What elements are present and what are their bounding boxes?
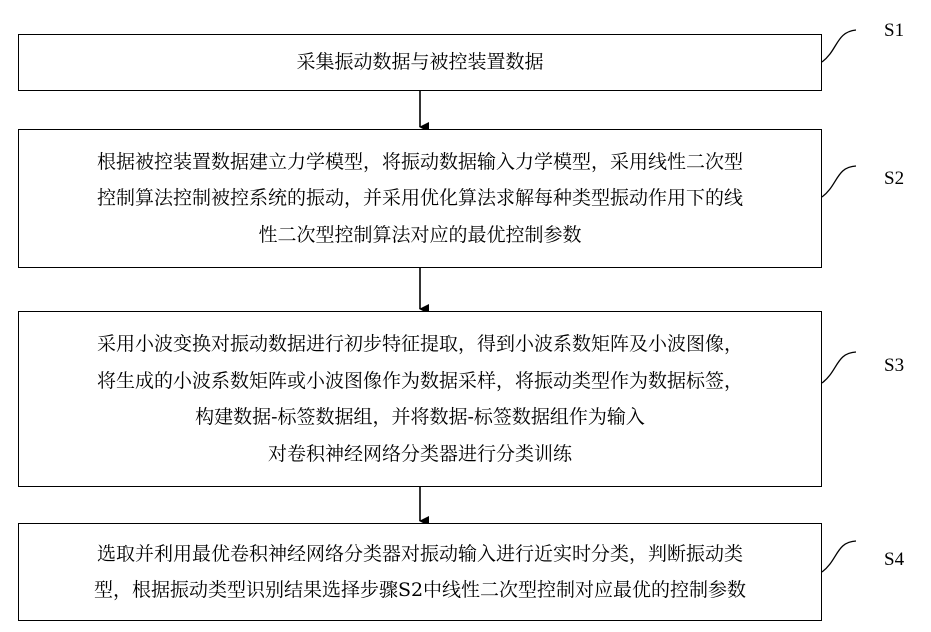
- step-s2-text-line: 根据被控装置数据建立力学模型，将振动数据输入力学模型，采用线性二次型: [96, 150, 743, 173]
- step-box-s2: [18, 129, 822, 268]
- step-label-s4: S4: [884, 549, 905, 570]
- step-box-s4: [18, 523, 822, 621]
- step-s3-text-line: 采用小波变换对振动数据进行初步特征提取，得到小波系数矩阵及小波图像，: [96, 333, 743, 355]
- step-s3-text-line: 将生成的小波系数矩阵或小波图像作为数据采样，将振动类型作为数据标签，: [96, 369, 743, 392]
- step-label-s2: S2: [884, 168, 905, 189]
- step-s2-text-line: 性二次型控制算法对应的最优控制参数: [258, 223, 582, 246]
- step-box-s1: [18, 34, 822, 91]
- step-s4-text-line: 选取并利用最优卷积神经网络分类器对振动输入进行近实时分类，判断振动类: [96, 542, 743, 565]
- step-s2-text-line: 控制算法控制被控系统的振动，并采用优化算法求解每种类型振动作用下的线: [96, 187, 743, 210]
- step-s1-text-line: 采集振动数据与被控装置数据: [296, 51, 544, 74]
- step-s3-text-line: 构建数据-标签数据组，并将数据-标签数据组作为输入: [195, 406, 645, 428]
- leader-line-s1: [822, 30, 856, 62]
- step-box-s3: [18, 311, 822, 487]
- step-label-s3: S3: [884, 355, 905, 376]
- step-s3-text-line: 对卷积神经网络分类器进行分类训练: [267, 442, 572, 465]
- step-s4-text-line: 型，根据振动类型识别结果选择步骤S2中线性二次型控制对应最优的控制参数: [93, 579, 747, 601]
- leader-line-s3: [822, 352, 856, 383]
- leader-line-s4: [822, 541, 856, 572]
- leader-line-s2: [822, 166, 856, 197]
- step-label-s1: S1: [884, 20, 905, 41]
